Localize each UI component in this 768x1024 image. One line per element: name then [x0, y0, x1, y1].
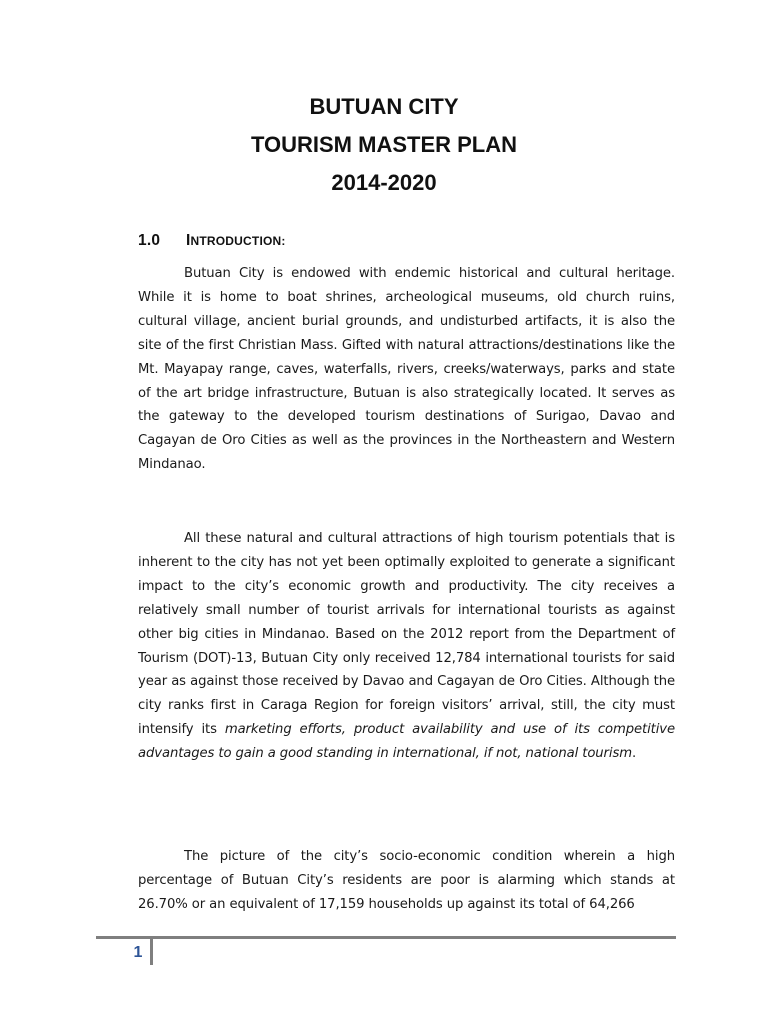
paragraph-socio-economic: [138, 845, 675, 917]
section-title-initial: I: [186, 232, 191, 249]
paragraph-attractions-end: .: [631, 746, 637, 762]
title-years: 2014-2020: [331, 170, 437, 195]
paragraph-intro-text: Butuan City is endowed with endemic historical and cultural heritage. While it is home to boat shrines, archeological museums, old church ruins, cultural village, ancient burial grounds, and undisturbed artifacts, it is also the site of the first Christian Mass. Gifted with natural attractions/destinations like the Mt. Mayapay range, caves, waterfalls, rivers, creeks/waterways, parks and state of the art bridge infrastructure, Butuan is also strategically located. It serves as the gateway to the developed tourism destinations of Surigao, Davao and Cagayan de Oro Cities as well as the provinces in the Northeastern and Western Mindanao.: [138, 266, 675, 473]
title-city: BUTUAN CITY: [309, 94, 459, 119]
section-number: 1.0: [138, 232, 161, 249]
paragraph-attractions-emphasis: marketing efforts, product availability and use of its competitive advantages to gain a good standing in international, if not, national tourism: [138, 722, 675, 762]
section-title-rest: NTRODUCTION:: [190, 234, 286, 248]
page-number-divider: [150, 939, 153, 965]
footer-rule: [96, 936, 676, 939]
paragraph-attractions-text: All these natural and cultural attractions of high tourism potentials that is inherent to the city has not yet been optimally exploited to generate a significant impact to the city’s economic growth and productivity. The city receives a relatively small number of tourist arrivals for international tourists as against other big cities in Mindanao. Based on the 2012 report from the Department of Tourism (DOT)-13, Butuan City only received 12,784 international tourists for said year as against those received by Davao and Cagayan de Oro Cities. Although the city ranks first in Caraga Region for foreign visitors’ arrival, still, the city must intensify its: [138, 531, 675, 738]
paragraph-attractions: [138, 527, 675, 766]
page-number: 1: [133, 944, 143, 961]
title-plan: TOURISM MASTER PLAN: [250, 132, 518, 157]
document-title: [0, 88, 768, 202]
paragraph-intro: [138, 262, 675, 477]
section-heading: [138, 232, 286, 250]
paragraph-socio-economic-text: The picture of the city’s socio-economic condition wherein a high percentage of Butuan City’s residents are poor is alarming which stands at 26.70% or an equivalent of 17,159 households up against its total of 64,266: [138, 849, 675, 912]
